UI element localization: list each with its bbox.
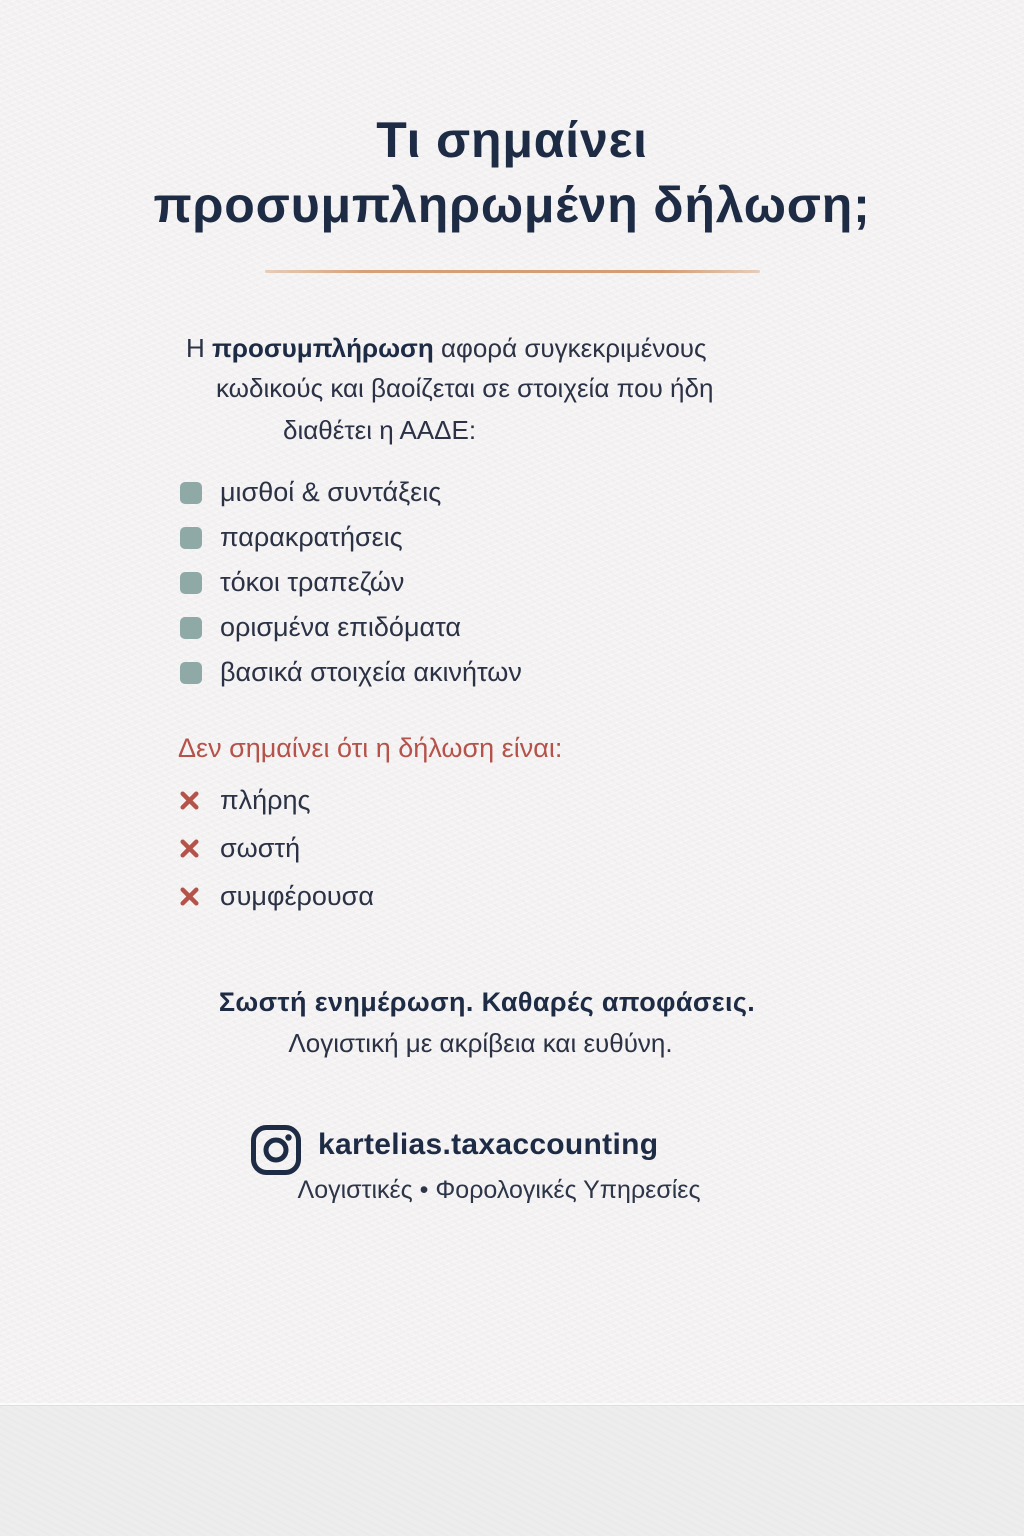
intro-prefix: Η [186,333,205,363]
square-bullet-icon [180,572,202,594]
list-item-text: μισθοί & συντάξεις [220,477,442,507]
title-line-1: Τι σημαίνει [376,112,648,168]
title-line-2: προσυμπληρωμένη δήλωση; [153,177,871,233]
title-divider [265,270,760,273]
x-mark-icon [179,886,200,907]
closing-subline: Λογιστική με ακρίβεια και ευθύνη. [288,1028,673,1058]
services-line: Λογιστικές • Φορολογικές Υπηρεσίες [297,1176,701,1204]
intro-line-1 [186,331,707,365]
intro-line-2: κωδικούς και βαοίζεται σε στοιχεία που ήδη [216,373,714,403]
intro-line-3: διαθέτει η ΑΑΔΕ: [283,415,477,445]
intro-line-1-rest: αφορά συγκεκριμένους [440,333,707,363]
bottom-paper-band [0,1405,1024,1536]
list-item-text: βασικά στοιχεία ακινήτων [220,657,522,687]
list-item-text: ορισμένα επιδόματα [220,612,462,642]
social-handle: kartelias.taxaccounting [318,1128,659,1161]
x-mark-icon [179,790,200,811]
x-mark-icon [179,838,200,859]
square-bullet-icon [180,617,202,639]
square-bullet-icon [180,662,202,684]
square-bullet-icon [180,482,202,504]
list-item-text: τόκοι τραπεζών [220,567,405,597]
closing-tagline: Σωστή ενημέρωση. Καθαρές αποφάσεις. [218,987,756,1017]
list-item-text: παρακρατήσεις [220,522,403,552]
intro-highlight: προσυμπλήρωση [212,333,434,363]
list-item-text: συμφέρουσα [220,881,374,911]
list-item-text: σωστή [220,833,301,863]
list-item-text: πλήρης [220,785,311,815]
square-bullet-icon [180,527,202,549]
instagram-icon [250,1124,302,1176]
negative-heading: Δεν σημαίνει ότι η δήλωση είναι: [178,733,563,763]
